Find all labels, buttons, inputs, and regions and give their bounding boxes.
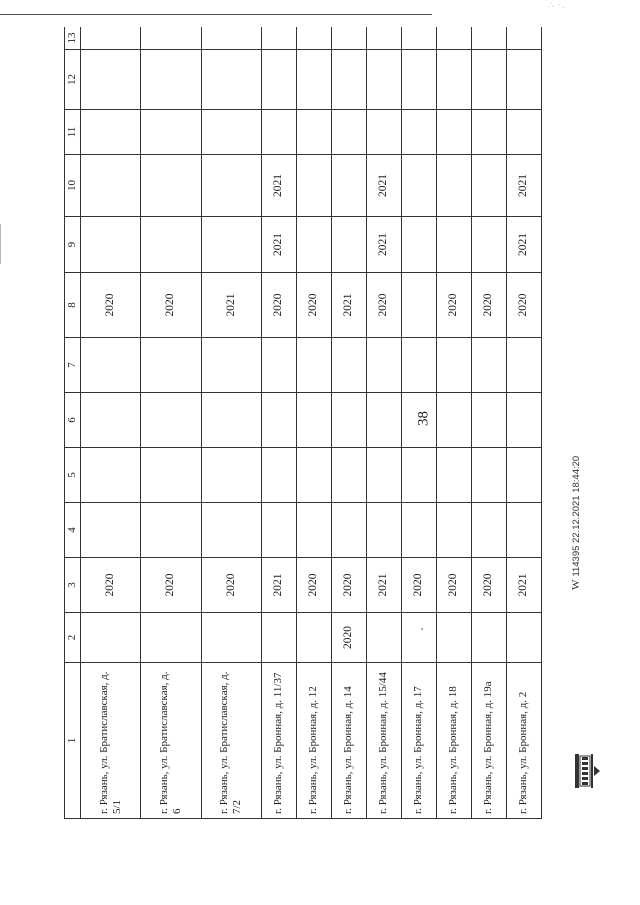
year-cell bbox=[366, 50, 401, 110]
year-cell bbox=[506, 503, 541, 558]
year-cell: 2020 bbox=[296, 558, 331, 613]
year-cell bbox=[331, 503, 366, 558]
year-cell bbox=[401, 27, 436, 50]
year-cell bbox=[401, 50, 436, 110]
year-cell bbox=[436, 27, 471, 50]
year-cell bbox=[81, 613, 141, 663]
year-cell: 2020 bbox=[401, 558, 436, 613]
year-cell: 2021 bbox=[366, 217, 401, 273]
top-rule bbox=[0, 14, 432, 15]
year-cell bbox=[506, 50, 541, 110]
year-cell bbox=[436, 50, 471, 110]
year-cell bbox=[261, 448, 296, 503]
year-cell bbox=[331, 110, 366, 155]
column-header: 5 bbox=[65, 448, 81, 503]
year-cell: 2021 bbox=[506, 155, 541, 217]
table-row bbox=[331, 27, 366, 819]
year-cell bbox=[436, 393, 471, 448]
year-cell: 2020 bbox=[436, 558, 471, 613]
year-cell bbox=[471, 448, 506, 503]
year-cell: 2021 bbox=[506, 558, 541, 613]
year-cell: 2020 bbox=[81, 273, 141, 338]
year-cell: 2021 bbox=[366, 155, 401, 217]
year-cell: 2021 bbox=[261, 217, 296, 273]
year-cell: 2020 bbox=[366, 273, 401, 338]
year-cell bbox=[401, 273, 436, 338]
column-header: 13 bbox=[65, 27, 81, 50]
year-cell bbox=[401, 503, 436, 558]
year-cell bbox=[366, 110, 401, 155]
year-cell bbox=[81, 503, 141, 558]
year-cell bbox=[141, 217, 201, 273]
year-cell bbox=[471, 110, 506, 155]
year-cell bbox=[201, 393, 261, 448]
year-cell bbox=[331, 50, 366, 110]
year-cell bbox=[331, 448, 366, 503]
column-header: 11 bbox=[65, 110, 81, 155]
year-cell: 2020 bbox=[141, 273, 201, 338]
year-cell bbox=[141, 503, 201, 558]
year-cell bbox=[331, 27, 366, 50]
year-cell bbox=[436, 110, 471, 155]
year-cell: 2020 bbox=[471, 273, 506, 338]
year-cell bbox=[471, 503, 506, 558]
year-cell bbox=[331, 338, 366, 393]
address-cell: г. Рязань, ул. Бронная, д. 19а bbox=[471, 663, 506, 819]
year-cell bbox=[366, 448, 401, 503]
year-cell bbox=[471, 613, 506, 663]
table-row bbox=[296, 27, 331, 819]
address-cell: г. Рязань, ул. Братиславская, д. 5/1 bbox=[81, 663, 141, 819]
year-cell bbox=[436, 155, 471, 217]
year-cell bbox=[261, 110, 296, 155]
column-header: 3 bbox=[65, 558, 81, 613]
year-cell bbox=[401, 155, 436, 217]
year-cell bbox=[141, 110, 201, 155]
year-cell bbox=[201, 155, 261, 217]
address-cell: г. Рязань, ул. Бронная, д. 12 bbox=[296, 663, 331, 819]
table-row bbox=[506, 27, 541, 819]
year-cell bbox=[81, 27, 141, 50]
year-cell bbox=[401, 393, 436, 448]
table-row bbox=[401, 27, 436, 819]
year-cell bbox=[506, 393, 541, 448]
year-cell bbox=[141, 338, 201, 393]
w-mark-icon: W bbox=[570, 579, 582, 590]
year-cell bbox=[296, 338, 331, 393]
stamp-text: 114395 22.12.2021 18:44:20 bbox=[571, 455, 582, 577]
year-cell bbox=[366, 338, 401, 393]
year-cell bbox=[506, 27, 541, 50]
address-cell: г. Рязань, ул. Бронная, д. 18 bbox=[436, 663, 471, 819]
year-cell bbox=[141, 613, 201, 663]
column-header: 4 bbox=[65, 503, 81, 558]
year-cell bbox=[261, 503, 296, 558]
table-row bbox=[471, 27, 506, 819]
year-cell bbox=[81, 110, 141, 155]
column-header: 10 bbox=[65, 155, 81, 217]
year-cell bbox=[141, 27, 201, 50]
year-cell bbox=[261, 338, 296, 393]
year-cell bbox=[331, 155, 366, 217]
address-cell: г. Рязань, ул. Бронная, д. 2 bbox=[506, 663, 541, 819]
year-cell bbox=[81, 448, 141, 503]
year-cell bbox=[506, 110, 541, 155]
year-cell bbox=[141, 448, 201, 503]
year-cell bbox=[401, 448, 436, 503]
year-cell bbox=[401, 110, 436, 155]
year-cell: 2021 bbox=[366, 558, 401, 613]
year-cell: 2021 bbox=[261, 558, 296, 613]
column-header: 1 bbox=[65, 663, 81, 819]
year-cell bbox=[506, 338, 541, 393]
column-header: 9 bbox=[65, 217, 81, 273]
year-cell bbox=[436, 338, 471, 393]
year-cell bbox=[471, 338, 506, 393]
year-cell bbox=[81, 217, 141, 273]
year-cell: 2021 bbox=[331, 273, 366, 338]
year-cell bbox=[141, 393, 201, 448]
address-cell: г. Рязань, ул. Бронная, д. 14 bbox=[331, 663, 366, 819]
left-margin-mark bbox=[0, 224, 1, 264]
year-cell bbox=[436, 503, 471, 558]
year-cell bbox=[401, 217, 436, 273]
year-cell bbox=[331, 393, 366, 448]
year-cell bbox=[366, 613, 401, 663]
year-cell: 2020 bbox=[331, 558, 366, 613]
year-cell bbox=[296, 613, 331, 663]
year-cell bbox=[296, 110, 331, 155]
year-cell: 2020 bbox=[296, 273, 331, 338]
year-cell bbox=[296, 217, 331, 273]
year-cell bbox=[366, 503, 401, 558]
year-cell: 2020 bbox=[506, 273, 541, 338]
year-cell bbox=[81, 50, 141, 110]
table-row bbox=[201, 27, 261, 819]
year-cell: 2021 bbox=[201, 273, 261, 338]
year-cell bbox=[436, 448, 471, 503]
year-cell: 2020 bbox=[331, 613, 366, 663]
schedule-table bbox=[64, 27, 542, 819]
table-row bbox=[261, 27, 296, 819]
year-cell bbox=[141, 155, 201, 217]
year-cell bbox=[296, 27, 331, 50]
page-number: 38 bbox=[415, 411, 432, 426]
table-row bbox=[436, 27, 471, 819]
year-cell bbox=[201, 27, 261, 50]
year-cell bbox=[201, 503, 261, 558]
year-cell bbox=[471, 393, 506, 448]
year-cell bbox=[201, 217, 261, 273]
year-cell bbox=[331, 217, 366, 273]
year-cell bbox=[201, 50, 261, 110]
year-cell: 2020 bbox=[436, 273, 471, 338]
year-cell bbox=[506, 448, 541, 503]
year-cell bbox=[141, 50, 201, 110]
address-cell: г. Рязань, ул. Бронная, д. 11/37 bbox=[261, 663, 296, 819]
year-cell bbox=[81, 393, 141, 448]
header-row bbox=[65, 27, 81, 819]
year-cell: 2020 bbox=[261, 273, 296, 338]
year-cell bbox=[401, 338, 436, 393]
year-cell bbox=[471, 155, 506, 217]
year-cell bbox=[296, 50, 331, 110]
scan-artifact: ∴ ·. bbox=[548, 0, 566, 10]
column-header: 8 bbox=[65, 273, 81, 338]
address-cell: г. Рязань, ул. Бронная, д. 15/44 bbox=[366, 663, 401, 819]
table-row bbox=[366, 27, 401, 819]
year-cell: 2020 bbox=[141, 558, 201, 613]
year-cell bbox=[261, 613, 296, 663]
year-cell: 2021 bbox=[261, 155, 296, 217]
year-cell bbox=[366, 393, 401, 448]
year-cell bbox=[296, 448, 331, 503]
table-row bbox=[141, 27, 201, 819]
year-cell: 2020 bbox=[471, 558, 506, 613]
year-cell bbox=[436, 613, 471, 663]
address-cell: г. Рязань, ул. Братиславская, д. 7/2 bbox=[201, 663, 261, 819]
year-cell bbox=[261, 393, 296, 448]
year-cell bbox=[201, 613, 261, 663]
year-cell bbox=[201, 338, 261, 393]
year-cell bbox=[296, 393, 331, 448]
column-header: 12 bbox=[65, 50, 81, 110]
year-cell bbox=[296, 155, 331, 217]
year-cell bbox=[366, 27, 401, 50]
year-cell bbox=[471, 27, 506, 50]
year-cell bbox=[506, 613, 541, 663]
address-cell: г. Рязань, ул. Бронная, д. 17 bbox=[401, 663, 436, 819]
column-header: 2 bbox=[65, 613, 81, 663]
year-cell bbox=[201, 110, 261, 155]
address-cell: г. Рязань, ул. Братиславская, д. 6 bbox=[141, 663, 201, 819]
schedule-table-frame bbox=[64, 27, 542, 819]
government-logo-icon bbox=[572, 748, 602, 794]
year-cell bbox=[261, 27, 296, 50]
column-header: 7 bbox=[65, 338, 81, 393]
year-cell bbox=[401, 613, 436, 663]
year-cell bbox=[436, 217, 471, 273]
table-row bbox=[81, 27, 141, 819]
year-cell: 2020 bbox=[81, 558, 141, 613]
rotated-table-container bbox=[64, 27, 542, 819]
year-cell bbox=[471, 217, 506, 273]
year-cell bbox=[201, 448, 261, 503]
year-cell bbox=[471, 50, 506, 110]
year-cell bbox=[81, 338, 141, 393]
year-cell: 2020 bbox=[201, 558, 261, 613]
year-cell bbox=[261, 50, 296, 110]
document-stamp bbox=[570, 456, 582, 590]
year-cell bbox=[296, 503, 331, 558]
column-header: 6 bbox=[65, 393, 81, 448]
year-cell bbox=[81, 155, 141, 217]
year-cell: 2021 bbox=[506, 217, 541, 273]
